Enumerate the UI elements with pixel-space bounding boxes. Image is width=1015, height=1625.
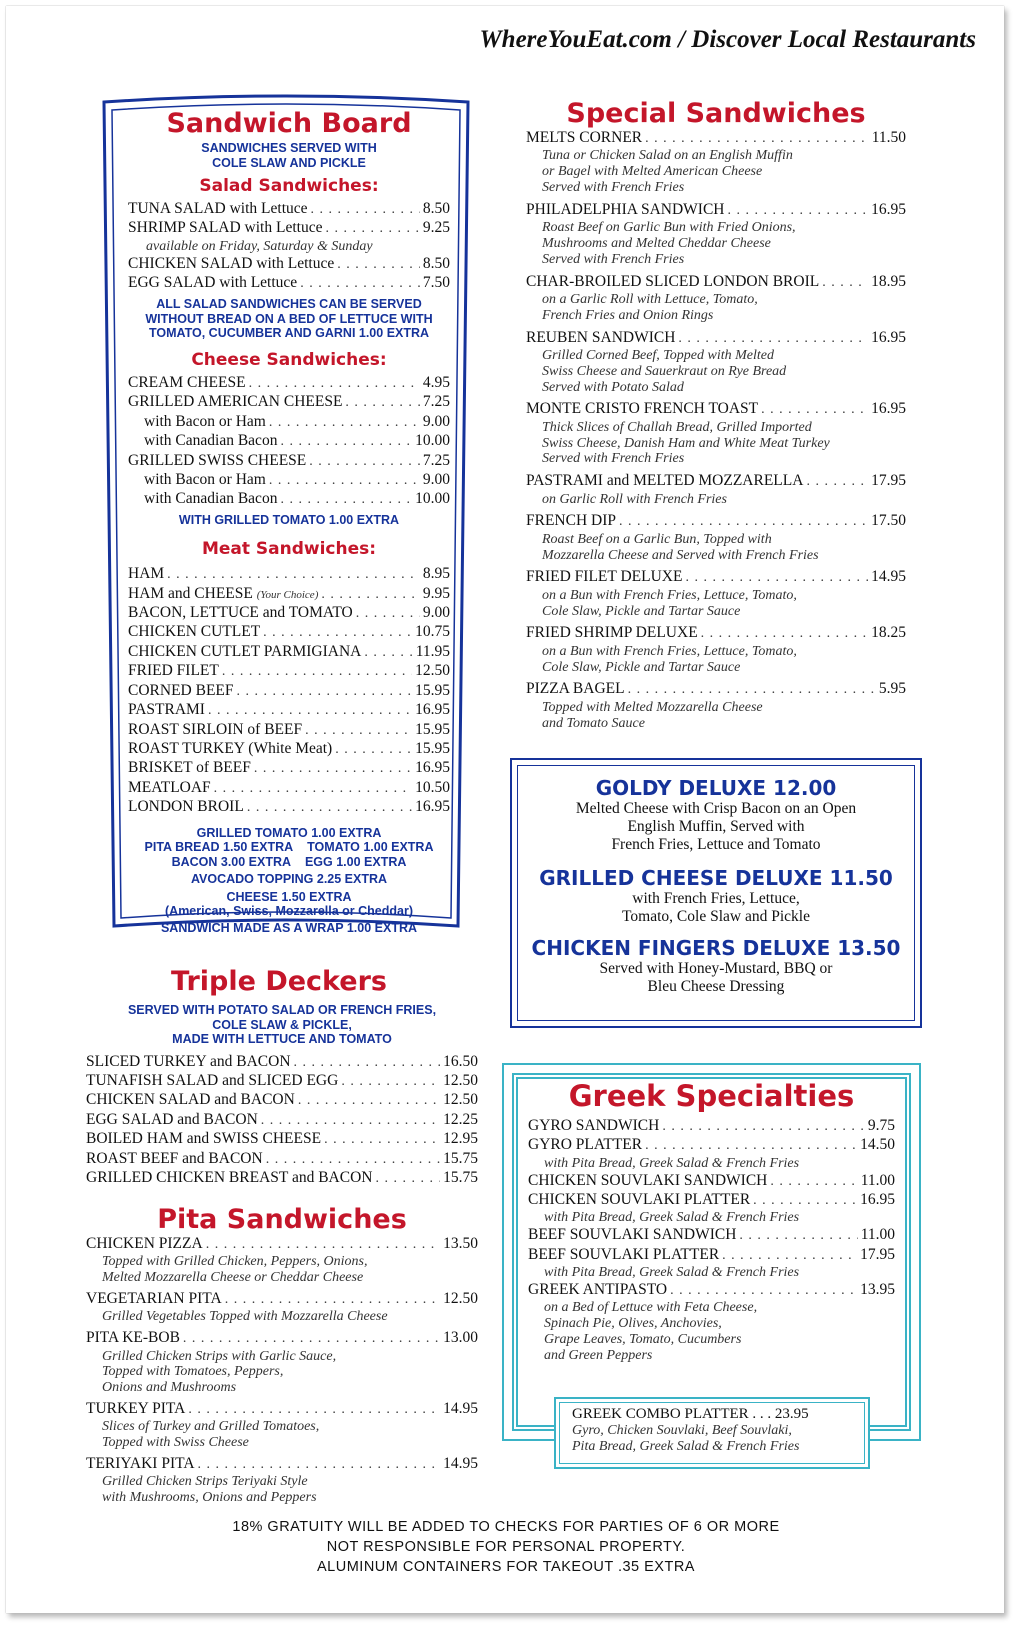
triple-subtitle — [86, 1003, 478, 1047]
item-name: MONTE CRISTO FRENCH TOAST — [526, 400, 759, 418]
menu-item-row — [528, 1172, 895, 1191]
footer-line: NOT RESPONSIBLE FOR PERSONAL PROPERTY. — [326, 1539, 686, 1555]
cheese-note: WITH GRILLED TOMATO 1.00 EXTRA — [178, 512, 400, 527]
menu-item: LONDON BROIL . . . 16.95 — [128, 798, 450, 817]
menu-item — [86, 1111, 478, 1130]
menu-item-row — [528, 1191, 895, 1210]
item-price: 14.95 — [443, 1400, 478, 1417]
menu-item: HAM and CHEESE (Your Choice) . . . 9.95 — [128, 585, 450, 604]
item-name: CHICKEN SOUVLAKI PLATTER — [528, 1191, 751, 1209]
item-description: Topped with Grilled Chicken, Peppers, Onions, — [102, 1254, 368, 1270]
item-description: Served with French Fries — [542, 251, 685, 267]
item-price: 18.95 — [871, 272, 906, 290]
item-price: 12.50 — [443, 1071, 478, 1089]
extra-line: GRILLED TOMATO 1.00 EXTRA — [196, 825, 382, 840]
combo-content — [556, 1399, 868, 1455]
menu-item — [86, 1072, 478, 1091]
menu-item-row — [86, 1400, 478, 1419]
deluxe-desc: English Muffin, Served with — [627, 818, 805, 835]
item-price: 11.00 — [860, 1226, 895, 1244]
item-description: Swiss Cheese and Sauerkraut on Rye Bread — [542, 363, 787, 379]
item-price: 17.95 — [871, 472, 906, 490]
meat-list — [128, 565, 450, 817]
menu-page — [6, 6, 1004, 1613]
deluxe-desc: French Fries, Lettuce and Tomato — [611, 836, 821, 853]
extra-line: CHEESE 1.50 EXTRA — [226, 889, 352, 904]
item-description: Swiss Cheese, Danish Ham and White Meat Turkey — [542, 435, 830, 451]
menu-item: CHICKEN CUTLET . . . 10.75 — [128, 623, 450, 642]
item-name: SLICED TURKEY and BACON — [86, 1052, 291, 1070]
combo-desc: Gyro, Chicken Souvlaki, Beef Souvlaki, — [572, 1423, 792, 1439]
pita-title: Pita Sandwiches — [157, 1204, 407, 1235]
item-price: 17.95 — [860, 1245, 895, 1263]
menu-item: CORNED BEEF . . . 15.95 — [128, 682, 450, 701]
menu-item — [526, 680, 906, 731]
item-price: 14.95 — [443, 1455, 478, 1472]
item-name: TERIYAKI PITA — [86, 1455, 195, 1472]
menu-item: GRILLED SWISS CHEESE . . . 7.25 — [128, 452, 450, 471]
item-name: GRILLED CHICKEN BREAST and BACON — [86, 1168, 373, 1186]
cheese-heading: Cheese Sandwiches: — [191, 349, 387, 370]
greek-content — [528, 1079, 895, 1363]
item-description: with Pita Bread, Greek Salad & French Fries — [544, 1265, 800, 1281]
greek-title: Greek Specialties — [568, 1079, 855, 1113]
menu-item: GRILLED AMERICAN CHEESE . . . 7.25 — [128, 393, 450, 412]
menu-item: SHRIMP SALAD with Lettuce . . . 9.25 — [128, 219, 450, 238]
menu-item — [86, 1329, 478, 1396]
extra-line: AVOCADO TOPPING 2.25 EXTRA — [190, 872, 388, 887]
item-description: Melted Mozzarella Cheese or Cheddar Cheese — [102, 1270, 364, 1286]
menu-item-row — [526, 624, 906, 643]
item-description: Onions and Mushrooms — [102, 1380, 237, 1396]
item-price: 15.75 — [443, 1149, 478, 1167]
menu-item — [86, 1091, 478, 1110]
menu-item-row — [528, 1136, 895, 1155]
item-description: Tuna or Chicken Salad on an English Muffin — [542, 148, 793, 164]
menu-item: CHICKEN CUTLET PARMIGIANA . . . 11.95 — [128, 643, 450, 662]
menu-item — [86, 1400, 478, 1451]
item-price: 12.50 — [443, 1091, 478, 1109]
cheese-list — [128, 374, 450, 510]
menu-item: BRISKET of BEEF . . . 16.95 — [128, 759, 450, 778]
item-name: ROAST BEEF and BACON — [86, 1149, 263, 1167]
deluxe-desc: Served with Honey-Mustard, BBQ or — [599, 960, 833, 977]
item-description: French Fries and Onion Rings — [542, 307, 714, 323]
item-price: 13.50 — [443, 1235, 478, 1252]
menu-item-row — [86, 1455, 478, 1474]
menu-item — [526, 512, 906, 563]
item-price: 16.95 — [860, 1191, 895, 1209]
menu-item-row — [86, 1329, 478, 1348]
item-name: BEEF SOUVLAKI SANDWICH — [528, 1226, 737, 1244]
item-name: PHILADELPHIA SANDWICH — [526, 200, 725, 218]
shrimp-note: available on Friday, Saturday & Sunday — [146, 238, 373, 254]
menu-item-row — [86, 1235, 478, 1254]
menu-item: HAM . . . 8.95 — [128, 565, 450, 584]
combo-desc: Pita Bread, Greek Salad & French Fries — [572, 1439, 800, 1455]
extra-line: SANDWICH MADE AS A WRAP 1.00 EXTRA — [160, 920, 418, 935]
triple-deckers-section — [86, 966, 478, 1188]
item-price: 18.25 — [871, 624, 906, 642]
menu-item-row — [86, 1111, 478, 1130]
menu-footer — [156, 1517, 856, 1577]
menu-item: FRIED FILET . . . 12.50 — [128, 662, 450, 681]
menu-item — [526, 129, 906, 196]
triple-title: Triple Deckers — [171, 966, 387, 997]
menu-item-row — [86, 1091, 478, 1110]
deluxe-item — [512, 936, 920, 996]
item-description: Topped with Tomatoes, Peppers, — [102, 1364, 284, 1380]
menu-item — [526, 329, 906, 396]
menu-item: TUNA SALAD with Lettuce . . . 8.50 — [128, 200, 450, 219]
item-name: GYRO PLATTER — [528, 1136, 643, 1154]
menu-item-row — [86, 1130, 478, 1149]
menu-item — [528, 1136, 895, 1171]
menu-item-row — [86, 1053, 478, 1072]
menu-item: CREAM CHEESE . . . 4.95 — [128, 374, 450, 393]
item-price: 16.95 — [871, 200, 906, 218]
deluxe-item — [512, 866, 920, 926]
item-name: BOILED HAM and SWISS CHEESE — [86, 1130, 322, 1148]
item-price: 12.50 — [443, 1290, 478, 1307]
item-description: Served with Potato Salad — [542, 379, 684, 395]
board-title: Sandwich Board — [166, 108, 412, 139]
item-description: Served with French Fries — [542, 180, 685, 195]
sandwich-board-panel — [96, 88, 476, 933]
menu-item — [86, 1235, 478, 1286]
item-price: 11.50 — [871, 129, 906, 146]
item-description: Grilled Corned Beef, Topped with Melted — [542, 348, 775, 363]
menu-item-row — [528, 1281, 895, 1300]
menu-item: BACON, LETTUCE and TOMATO . . . 9.00 — [128, 604, 450, 623]
item-price: 12.95 — [443, 1130, 478, 1148]
item-description: Roast Beef on Garlic Bun with Fried Onions, — [542, 220, 796, 236]
item-price: 9.75 — [867, 1117, 895, 1134]
menu-item — [526, 568, 906, 619]
menu-item-row — [526, 400, 906, 419]
special-sandwiches-section — [526, 98, 906, 731]
greek-list — [528, 1117, 895, 1363]
item-name: MELTS CORNER — [526, 129, 643, 146]
board-extras — [128, 826, 450, 936]
item-description: Slices of Turkey and Grilled Tomatoes, — [102, 1419, 320, 1435]
item-description: Cole Slaw, Pickle and Tartar Sauce — [542, 659, 741, 675]
menu-item — [528, 1117, 895, 1136]
item-price: 11.00 — [860, 1171, 895, 1189]
item-description: Thick Slices of Challah Bread, Grilled Imported — [542, 419, 812, 435]
item-description: on a Garlic Roll with Lettuce, Tomato, — [542, 292, 758, 307]
menu-item-row — [526, 680, 906, 699]
menu-item — [526, 624, 906, 675]
item-description: Mushrooms and Melted Cheddar Cheese — [542, 236, 771, 251]
item-name: FRIED SHRIMP DELUXE — [526, 624, 698, 642]
item-price: 5.95 — [878, 680, 906, 698]
deluxe-desc: Tomato, Cole Slaw and Pickle — [622, 908, 810, 925]
item-description: and Green Peppers — [544, 1347, 653, 1363]
item-name: VEGETARIAN PITA — [86, 1290, 222, 1307]
item-description: Grilled Chicken Strips Teriyaki Style — [102, 1474, 308, 1490]
item-description: Cole Slaw, Pickle and Tartar Sauce — [542, 603, 741, 619]
menu-item — [528, 1281, 895, 1364]
menu-item: with Canadian Bacon . . . 10.00 — [128, 490, 450, 509]
deluxe-desc: Bleu Cheese Dressing — [647, 978, 785, 995]
menu-item-row — [526, 273, 906, 292]
board-content — [128, 108, 450, 935]
menu-item — [86, 1290, 478, 1325]
special-list — [526, 129, 906, 731]
menu-item-row — [86, 1072, 478, 1091]
deluxe-desc: Melted Cheese with Crisp Bacon on an Open — [575, 800, 857, 817]
item-description: with Mushrooms, Onions and Peppers — [102, 1490, 317, 1506]
combo-item: GREEK COMBO PLATTER . . . 23.95 — [572, 1406, 809, 1422]
deluxe-title: CHICKEN FINGERS DELUXE 13.50 — [531, 936, 901, 960]
item-name: GYRO SANDWICH — [528, 1117, 660, 1134]
menu-item — [86, 1169, 478, 1188]
pita-sandwiches-section — [86, 1204, 478, 1506]
special-title: Special Sandwiches — [566, 98, 866, 129]
extra-line: (American, Swiss, Mozzarella or Cheddar) — [165, 904, 413, 919]
item-description: on a Bun with French Fries, Lettuce, Tomato, — [542, 587, 797, 603]
menu-item — [86, 1150, 478, 1169]
menu-item-row — [86, 1169, 478, 1188]
item-name: BEEF SOUVLAKI PLATTER — [528, 1245, 720, 1263]
item-description: Served with French Fries — [542, 451, 685, 467]
triple-subtitle-line: SERVED WITH POTATO SALAD OR FRENCH FRIES, — [127, 1003, 437, 1017]
menu-item: with Bacon or Ham . . . 9.00 — [128, 413, 450, 432]
item-name: CHAR-BROILED SLICED LONDON BROIL — [526, 272, 820, 290]
menu-item-row — [526, 329, 906, 348]
item-name: EGG SALAD and BACON — [86, 1110, 258, 1128]
menu-item — [86, 1455, 478, 1506]
item-description: with Pita Bread, Greek Salad & French Fries — [544, 1210, 800, 1226]
menu-item — [86, 1130, 478, 1149]
extra-line: PITA BREAD 1.50 EXTRA TOMATO 1.00 EXTRA — [144, 840, 434, 855]
item-price: 16.95 — [871, 400, 906, 418]
item-description: or Bagel with Melted American Cheese — [542, 164, 763, 180]
menu-item-row — [526, 568, 906, 587]
item-name: TUNAFISH SALAD and SLICED EGG — [86, 1071, 339, 1089]
menu-item — [528, 1226, 895, 1245]
item-name: PIZZA BAGEL — [526, 680, 625, 698]
menu-item: ROAST TURKEY (White Meat) . . . 15.95 — [128, 740, 450, 759]
item-price: 16.50 — [443, 1052, 478, 1070]
menu-item: with Bacon or Ham . . . 9.00 — [128, 471, 450, 490]
deluxe-desc: with French Fries, Lettuce, — [632, 890, 800, 907]
item-description: and Tomato Sauce — [542, 715, 645, 731]
salad-list — [128, 200, 450, 293]
menu-item — [526, 472, 906, 507]
item-name: CHICKEN SALAD and BACON — [86, 1091, 295, 1109]
item-description: Grape Leaves, Tomato, Cucumbers — [544, 1331, 742, 1347]
item-price: 13.00 — [443, 1329, 478, 1347]
menu-item: PASTRAMI . . . 16.95 — [128, 701, 450, 720]
menu-item: ROAST SIRLOIN of BEEF . . . 15.95 — [128, 721, 450, 740]
menu-item: CHICKEN SALAD with Lettuce . . . 8.50 — [128, 255, 450, 274]
item-name: REUBEN SANDWICH — [526, 328, 676, 346]
item-name: PITA KE-BOB — [86, 1329, 180, 1347]
menu-item — [526, 400, 906, 467]
deluxe-title: GRILLED CHEESE DELUXE 11.50 — [539, 866, 893, 890]
item-description: Mozzarella Cheese and Served with French Fries — [542, 547, 819, 563]
menu-item-row — [528, 1117, 895, 1136]
item-price: 13.95 — [860, 1280, 895, 1298]
greek-specialties-panel — [502, 1063, 921, 1441]
item-price: 16.95 — [871, 328, 906, 346]
item-name: CHICKEN SOUVLAKI SANDWICH — [528, 1171, 768, 1189]
item-description: Topped with Melted Mozzarella Cheese — [542, 699, 763, 715]
menu-item-row — [528, 1246, 895, 1265]
meat-heading: Meat Sandwiches: — [201, 539, 377, 560]
menu-item-row — [526, 201, 906, 220]
item-price: 17.50 — [871, 512, 906, 530]
menu-item-row — [526, 129, 906, 148]
item-name: GREEK ANTIPASTO — [528, 1280, 668, 1298]
item-description: Grilled Chicken Strips with Garlic Sauce, — [102, 1348, 337, 1364]
item-price: 14.50 — [860, 1136, 895, 1154]
footer-line: ALUMINUM CONTAINERS FOR TAKEOUT .35 EXTRA — [317, 1559, 695, 1575]
deluxe-title: GOLDY DELUXE 12.00 — [595, 776, 837, 800]
item-description: Grilled Vegetables Topped with Mozzarella Cheese — [102, 1309, 388, 1325]
menu-item-row — [86, 1150, 478, 1169]
menu-item-row — [528, 1226, 895, 1245]
extra-line: BACON 3.00 EXTRA EGG 1.00 EXTRA — [171, 854, 407, 869]
item-price: 14.95 — [871, 568, 906, 586]
deluxe-item — [512, 776, 920, 854]
triple-subtitle-line: MADE WITH LETTUCE AND TOMATO — [172, 1032, 392, 1046]
menu-item: MEATLOAF . . . 10.50 — [128, 779, 450, 798]
item-name: PASTRAMI and MELTED MOZZARELLA — [526, 472, 804, 490]
menu-item-row — [526, 512, 906, 531]
item-description: with Pita Bread, Greek Salad & French Fries — [544, 1155, 800, 1171]
item-description: on a Bun with French Fries, Lettuce, Tomato, — [542, 643, 797, 659]
menu-item — [528, 1191, 895, 1226]
menu-item-row — [526, 472, 906, 491]
item-name: TURKEY PITA — [86, 1400, 186, 1417]
triple-list — [86, 1053, 478, 1189]
pita-list — [86, 1235, 478, 1506]
board-subtitle: SANDWICHES SERVED WITH COLE SLAW AND PICKLE — [201, 141, 377, 170]
item-price: 12.25 — [443, 1110, 478, 1128]
item-price: 15.75 — [443, 1168, 478, 1186]
greek-combo-box — [554, 1397, 870, 1469]
menu-item: with Canadian Bacon . . . 10.00 — [128, 432, 450, 451]
menu-item — [526, 273, 906, 324]
menu-item — [528, 1172, 895, 1191]
item-name: FRENCH DIP — [526, 512, 617, 530]
item-name: FRIED FILET DELUXE — [526, 568, 683, 586]
salad-heading: Salad Sandwiches: — [199, 176, 379, 196]
item-description: Roast Beef on a Garlic Bun, Topped with — [542, 531, 772, 547]
triple-subtitle-line: COLE SLAW & PICKLE, — [212, 1017, 352, 1032]
site-title: WhereYouEat.com / Discover Local Restaurants — [479, 26, 976, 53]
item-description: on a Bed of Lettuce with Feta Cheese, — [544, 1300, 758, 1316]
deluxe-box — [510, 758, 922, 1028]
menu-item-row — [86, 1290, 478, 1309]
item-description: Spinach Pie, Olives, Anchovies, — [544, 1316, 722, 1332]
item-description: Topped with Swiss Cheese — [102, 1435, 249, 1451]
menu-item — [528, 1246, 895, 1281]
menu-item — [86, 1053, 478, 1072]
item-description: on Garlic Roll with French Fries — [542, 491, 727, 507]
footer-line: 18% GRATUITY WILL BE ADDED TO CHECKS FOR PARTIES OF 6 OR MORE — [232, 1519, 780, 1535]
menu-item: EGG SALAD with Lettuce . . . 7.50 — [128, 274, 450, 293]
item-name: CHICKEN PIZZA — [86, 1235, 203, 1252]
menu-item — [526, 201, 906, 268]
salad-note: ALL SALAD SANDWICHES CAN BE SERVED WITHOUT BREAD ON A BED OF LETTUCE WITH TOMATO, CUCUMBER AND GARNI 1.00 EXTRA — [145, 297, 433, 341]
